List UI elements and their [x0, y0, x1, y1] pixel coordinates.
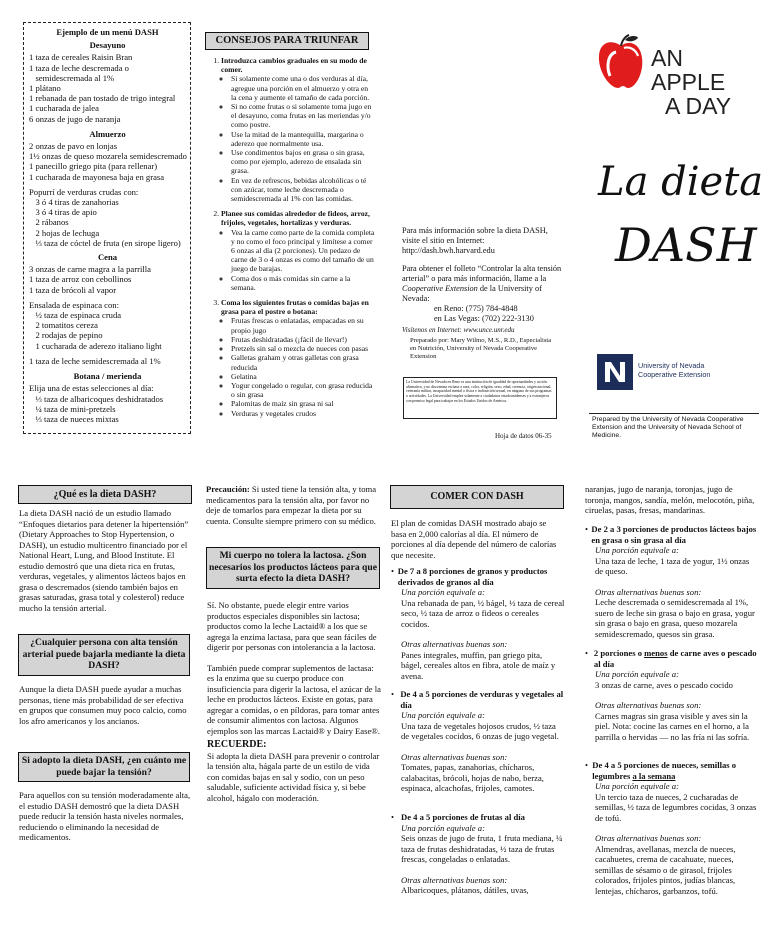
tip-bullet: ◦ Use condimentos bajos en grasa o sin grasa, como por ejemplo, aderezo de ensalada sin grasa.: [231, 148, 375, 176]
vegas-phone: en Las Vegas: (702) 222-3130: [434, 314, 534, 323]
lactose-p1: Sí. No obstante, puede elegir entre varios productos especiales disponibles sin lactosa; productos como la leche Lactaid® a los que se agrega la enzima lactasa, para que sean fáciles de digerir por personas con intolerancia a la lactosa.: [207, 600, 377, 652]
dinner-heading: Cena: [97, 252, 118, 263]
tip-heading: 3. Coma los siguientes frutas o comidas bajas en grasa para el postre o botana:: [221, 298, 369, 317]
menu-line: 1 taza de arroz con cebollinos: [29, 274, 132, 285]
dinner-list: [29, 264, 186, 366]
menu-line: Ensalada de espinaca con:: [29, 299, 119, 310]
tip-bullet: ◦ Frutas deshidratadas (¡fácil de llevar!): [231, 335, 375, 344]
dairy-heading-row: • De 2 a 3 porciones de productos lácteos bajos en grasa o sin grasa al día: [585, 524, 759, 545]
apple-logo-icon: [596, 32, 646, 92]
brochure-text-a: Para obtener el folleto “Controlar la alta tensión arterial” o para más información, llame a la: [402, 264, 562, 283]
vegetables-heading-row: • De 4 a 5 porciones de verduras y vegetales al día: [391, 689, 564, 710]
lunch-list: [29, 141, 186, 248]
how-much-text: Para aquellos con su tensión moderadamente alta, el estudio DASH demostró que la dieta DASH puede reducir la tensión hasta niveles normales, reduciendo o eliminando la necesidad de medicamentos.: [19, 790, 191, 842]
menu-line: semidescremada al 1%: [29, 72, 115, 83]
tip-bullet: ◦ Pretzels sin sal o mezcla de nueces con pasas: [231, 344, 375, 353]
caution-body: Si usted tiene la tensión alta, y toma medicamentos para la tensión alta, por favor no deje de tomarlos para empezar la dieta por su cuenta. Consulte siempre primero con su médico.: [206, 484, 377, 526]
what-is-dash-header: [18, 485, 192, 504]
disclaimer-box: [403, 377, 557, 419]
dairy-heading: De 2 a 3 porciones de productos lácteos bajos en grasa o sin grasa al día: [591, 524, 757, 545]
fruits-heading: De 4 a 5 porciones de frutas al día: [401, 812, 525, 822]
meat-alt: Carnes magras sin grasa visible y aves sin la piel. Nota: cocine las carnes en el horno, a la parrilla o hervidas — no las fría ni las sofría.: [595, 710, 750, 742]
nuts-alt-label: Otras alternativas buenas son:: [595, 833, 702, 843]
how-much-title: Si adopto la dieta DASH, ¿en cuánto me puede bajar la tensión?: [21, 755, 187, 778]
nuts-alt: Almendras, avellanas, mezcla de nueces, cacahuetes, crema de cacahuate, nueces, semillas de sésamo o de girasol, frijoles colorados, frijoles pintos, judías blancas, lentejas, chícharos, garbanzos, tofú.: [595, 843, 736, 896]
meat-equiv-label: Una porción equivale a:: [595, 669, 679, 679]
dairy-equiv: Una taza de leche, 1 taza de yogur, 1½ onzas de queso.: [595, 555, 750, 576]
what-is-dash-title: ¿Qué es la dieta DASH?: [53, 489, 157, 500]
tip-bullet: ◦ Yogur congelado o regular, con grasa reducida o sin grasa: [231, 381, 375, 399]
grains-heading-row: • De 7 a 8 porciones de granos y productos derivados de granos al día: [391, 566, 565, 587]
who-benefits-header: [18, 634, 190, 676]
tip-bullet: ◦ Palomitas de maíz sin grasa ni sal: [231, 399, 375, 408]
remember-text: Si adopta la dieta DASH para prevenir o controlar la tensión alta, hágala parte de un estilo de vida con comidas bajas en sal y sodio, con un peso saludable, suficiente actividad física y, si bebe alcohol, hágalo con moderación.: [207, 750, 380, 803]
nuts-heading-underline: a la semana: [632, 770, 676, 781]
tip-bullet: ◦ Galletas graham y otras galletas con grasa reducida: [231, 353, 375, 371]
grains-section: [391, 566, 565, 681]
nuts-heading: [592, 760, 759, 781]
brochure-text: [402, 264, 562, 304]
menu-line: 6 onzas de jugo de naranja: [29, 113, 121, 124]
menu-line: 1 taza de brócoli al vapor: [29, 284, 117, 295]
tip-bullet: ◦ Si solamente come una o dos verduras al día, agregue una porción en el almuerzo y otra en la cena y aumente el tamaño de cada porción.: [231, 74, 375, 102]
website-link[interactable]: Visítenos en Internet: www.unce.unr.edu: [402, 326, 515, 334]
grains-heading: De 7 a 8 porciones de granos y productos derivados de granos al día: [397, 566, 548, 587]
meat-heading-row: • 2 porciones o menos de carne aves o pescado al día: [585, 648, 759, 669]
menu-line: 1½ onzas de queso mozarela semidescremado: [29, 151, 187, 162]
menu-line: ¼ taza de mini-pretzels: [29, 403, 116, 414]
vegetables-equiv-label: Una porción equivale a:: [401, 710, 485, 720]
menu-line: 1 cucharada de mayonesa baja en grasa: [29, 171, 165, 182]
tip-heading: 1. Introduzca cambios graduales en su modo de comer.: [221, 56, 367, 75]
tip-bullet: ◦ Vea la carne como parte de la comida completa y no como el foco principal y limítese a comer 6 onzas al día (2 porciones). Un pedazo de carne de 3 o 4 onzas es como del tamaño de un juego de barajas.: [231, 228, 375, 274]
nuts-heading-a: De 4 a 5 porciones de nueces, semillas o legumbres: [592, 760, 737, 781]
menu-line: ⅓ taza de nueces mixtas: [29, 413, 119, 424]
tip-heading: 2. Planee sus comidas alrededor de fideos, arroz, frijoles, vegetales, hortalizas y verduras.: [221, 209, 370, 228]
fruits-alt: Albaricoques, plátanos, dátiles, uvas,: [401, 885, 529, 895]
vegetables-equiv: Una taza de vegetales hojosos crudos, ½ taza de vegetales cocidos, 6 onzas de jugo vegetal.: [401, 720, 559, 741]
grains-equiv: Una rebanada de pan, ½ bágel, ½ taza de cereal seco, ½ taza de arroz o fideos o cereales cocidos.: [401, 597, 565, 629]
unr-name: University of Nevada: [638, 361, 705, 370]
nuts-heading-row: • De 4 a 5 porciones de nueces, semillas o legumbres a la semana: [585, 760, 759, 781]
meat-heading-b: de carne aves o pescado al día: [593, 648, 757, 669]
disclaimer-text: La Universidad de Nevada en Reno es una institución de igualdad de oportunidades y acción afirmativa, y no discrimina en base a raza, color, religión, sexo, edad, creencia, origen nacional, veteranía militar, incapacidad mental o física e inclinación sexual, en ninguno de sus programas o actividades. La Universidad emplea solamente a ciudadanos estadounidenses y a extranjeros con permiso legal para trabajar en los Estados Unidos de América.: [406, 380, 552, 403]
menu-line: 2 rodajas de pepino: [29, 330, 103, 341]
reno-phone: en Reno: (775) 784-4848: [434, 304, 518, 313]
more-info-text: Para más información sobre la dieta DASH, visite el sitio en Internet: http://dash.bwh.harvard.edu: [402, 226, 548, 255]
meat-heading-underline: menos: [644, 648, 668, 658]
tip-bullet: ◦ Coma dos o más comidas sin carne a la semana.: [231, 274, 375, 292]
who-benefits-text: Aunque la dieta DASH puede ayudar a muchas personas, tiene más probabilidad de ser efectiva en grupos que consumen muy poco calcio, como los afro americanos y los ancianos.: [19, 684, 187, 726]
tip-item: [221, 298, 375, 418]
eating-dash-header: [390, 485, 564, 509]
menu-line: 3 ó 4 tiras de apio: [29, 207, 97, 218]
menu-line: ⅓ taza de albaricoques deshidratados: [29, 393, 164, 404]
tip-bullets: [221, 316, 375, 417]
nuts-equiv-label: Una porción equivale a:: [595, 781, 679, 791]
apple-a-day-logo: [651, 46, 761, 118]
brochure-text-b: Cooperative Extension: [402, 284, 478, 293]
vegetables-heading: De 4 a 5 porciones de verduras y vegetales al día: [400, 689, 564, 710]
prepared-by-text: Preparado por: Mary Wilmo, M.S., R.D., Especialista en Nutrición, University of Nevada Cooperative Extension: [410, 337, 552, 360]
who-benefits-title: ¿Cualquier persona con alta tensión arterial puede bajarla mediante la dieta DASH?: [22, 637, 186, 671]
caution-text: [206, 484, 380, 526]
lactose-text: [207, 600, 381, 803]
tip-bullet: ◦ En vez de refrescos, bebidas alcohólicas o té con azúcar, tome leche descremada o semidescremada al 1% con las comidas.: [231, 176, 375, 204]
tip-item: [221, 56, 375, 203]
tips-header: [205, 32, 369, 50]
fruits-continued: naranjas, jugo de naranja, toronjas, jugo de toronja, mangos, sandía, melón, melocotón, piña, ciruelas, pasas, fresas, mandarinas.: [585, 484, 755, 515]
unr-wordmark: [638, 362, 710, 379]
main-title-line-1: La dieta: [598, 159, 764, 205]
caution-label: Precaución:: [206, 484, 250, 494]
lactose-p2: También puede comprar suplementos de lactasa: es la enzima que su cuerpo produce con insuficiencia para digerir la lactosa, el azúcar de la leche en productos lácteos. Existe en gotas, para agregar a comidas, o en píldoras, para tomar antes de consumir alimentos con lactosa. Algunos ejemplos son las marcas Lactaid® y Dairy Ease®.: [207, 662, 381, 736]
fruits-equiv-label: Una porción equivale a:: [401, 822, 485, 833]
tip-bullets: [221, 228, 375, 292]
menu-line: 1 taza de leche descremada o: [29, 62, 129, 73]
fruits-alt-label: Otras alternativas buenas son:: [401, 874, 508, 885]
divider-line: [589, 413, 759, 414]
what-is-dash-text: La dieta DASH nació de un estudio llamado “Enfoques dietarios para detener la hipertensión” (Dietary Approaches to Stop Hypertension, o DASH), un estudio multicentro financiado por el National Heart, Lung, and Blood Institute. El estudio demostró que una dieta rica en frutas, verduras, vegetales, y alimentos lácteos bajos en grasa o descremados (siendo también bajos en grasas saturadas, grasa total y colesterol) reduce mucho la tensión arterial.: [19, 508, 189, 613]
dairy-section: [585, 524, 759, 639]
fact-sheet-number: Hoja de datos 06-35: [495, 432, 552, 440]
lactose-title: Mi cuerpo no tolera la lactosa. ¿Son necesarios los productos lácteos para que surta efecto la dieta DASH?: [209, 550, 377, 584]
tip-bullet: ◦ Gelatina: [231, 372, 375, 381]
fruits-section: [391, 812, 565, 896]
breakfast-list: [29, 52, 186, 123]
tip-bullet: ◦ Verduras y vegetales crudos: [231, 409, 375, 418]
snack-heading: Botana / merienda: [73, 371, 142, 382]
dairy-equiv-label: Una porción equivale a:: [595, 545, 679, 555]
tips-title: CONSEJOS PARA TRIUNFAR: [215, 35, 359, 46]
nuts-section: [585, 760, 759, 896]
menu-line: 1 rebanada de pan tostado de trigo integral: [29, 93, 176, 104]
unr-extension: Cooperative Extension: [638, 369, 711, 379]
eating-dash-intro: El plan de comidas DASH mostrado abajo se basa en 2,000 calorías al día. El número de porciones al día depende del número de calorías que necesite.: [391, 518, 557, 560]
menu-line: 1 cucharada de aderezo italiano light: [29, 340, 162, 351]
tip-item: [221, 209, 375, 292]
menu-line: 1 panecillo griego pita (para rellenar): [29, 161, 158, 172]
tip-bullet: ◦ Use la mitad de la mantequilla, margarina o aderezo que normalmente usa.: [231, 130, 375, 148]
fruits-heading-row: • De 4 a 5 porciones de frutas al día: [391, 812, 525, 822]
grains-alt: Panes integrales, muffin, pan griego pita, bágel, cereales altos en fibra, atole de maíz y avena.: [401, 649, 556, 681]
fruits-equiv: Seis onzas de jugo de fruta, 1 fruta mediana, ¼ taza de frutas deshidratadas, ½ taza de frutas frescas, congeladas o enlatadas.: [401, 833, 563, 864]
tips-ordered-list: [205, 56, 375, 418]
english-credit: Prepared by the University of Nevada Cooperative Extension and the University of Nevada School of Medicine.: [592, 416, 744, 440]
menu-line: 3 ó 4 tiras de zanahorias: [29, 197, 119, 208]
dairy-alt: Leche descremada o semidescremada al 1%, suero de leche sin grasa o bajo en grasa, yogur sin grasa o bajo en grasa, queso mozarela semidescremado, quesos sin grasa.: [595, 597, 755, 639]
how-much-header: [18, 752, 190, 782]
vegetables-section: [391, 689, 565, 794]
nuts-equiv: Un tercio taza de nueces, 2 cucharadas de semillas, ½ taza de legumbres cocidas, 3 onzas de tofú.: [595, 791, 757, 823]
meat-heading-a: 2 porciones o: [593, 648, 645, 658]
meat-section: [585, 648, 759, 742]
menu-line: 1 cucharada de jalea: [29, 103, 99, 114]
menu-line: 2 onzas de pavo en lonjas: [29, 141, 118, 152]
menu-line: 1 taza de leche semidescremada al 1%: [29, 355, 161, 366]
menu-line: 2 rábanos: [29, 217, 69, 228]
menu-line: 2 tomatitos cereza: [29, 320, 98, 331]
grains-equiv-label: Una porción equivale a:: [401, 587, 485, 597]
vegetables-alt: Tomates, papas, zanahorias, chícharos, calabacitas, brócoli, hojas de nabo, berza, espinaca, alcachofas, frijoles, camotes.: [401, 762, 544, 793]
contact-info: [402, 226, 562, 335]
lunch-heading: Almuerzo: [89, 128, 126, 139]
eating-dash-title: COMER CON DASH: [430, 491, 524, 502]
menu-line: 2 hojas de lechuga: [29, 227, 100, 238]
tip-bullets: [221, 74, 375, 203]
snack-list: [29, 383, 186, 424]
tips-list: [205, 56, 375, 424]
unr-logo-icon: [597, 354, 633, 390]
menu-line: 1 plátano: [29, 83, 61, 94]
apple-line-2: A DAY: [665, 93, 732, 119]
menu-line: 1 taza de cereales Raisin Bran: [29, 52, 133, 63]
sample-menu-box: [23, 22, 191, 434]
meat-equiv: 3 onzas de carne, aves o pescado cocido: [595, 679, 733, 690]
tip-bullet: ◦ Frutas frescas o enlatadas, empacadas en su propio jugo: [231, 316, 375, 334]
meat-alt-label: Otras alternativas buenas son:: [595, 700, 702, 710]
remember-heading: RECUERDE:: [207, 739, 267, 750]
breakfast-heading: Desayuno: [89, 40, 126, 51]
dairy-alt-label: Otras alternativas buenas son:: [595, 586, 702, 597]
tip-bullet: ◦ Si no come frutas o si solamente toma jugo en el desayuno, coma frutas en las meriendas y/o como postre.: [231, 102, 375, 130]
menu-line: Popurrí de verduras crudas con:: [29, 186, 139, 197]
menu-line: ½ taza de espinaca cruda: [29, 310, 122, 321]
menu-line: 3 onzas de carne magra a la parrilla: [29, 264, 151, 275]
vegetables-alt-label: Otras alternativas buenas son:: [401, 751, 508, 762]
menu-line: ⅓ taza de cóctel de fruta (en sirope ligero): [29, 237, 181, 248]
lactose-header: [206, 547, 380, 589]
menu-line: Elija una de estas selecciones al día:: [29, 383, 154, 394]
menu-title: Ejemplo de un menú DASH: [56, 27, 159, 37]
meat-heading: [594, 648, 759, 669]
apple-line-1: AN APPLE: [651, 45, 726, 95]
main-title-line-2: DASH: [615, 218, 757, 272]
brochure-text-c: de la University of Nevada:: [402, 284, 542, 303]
grains-alt-label: Otras alternativas buenas son:: [401, 639, 508, 649]
